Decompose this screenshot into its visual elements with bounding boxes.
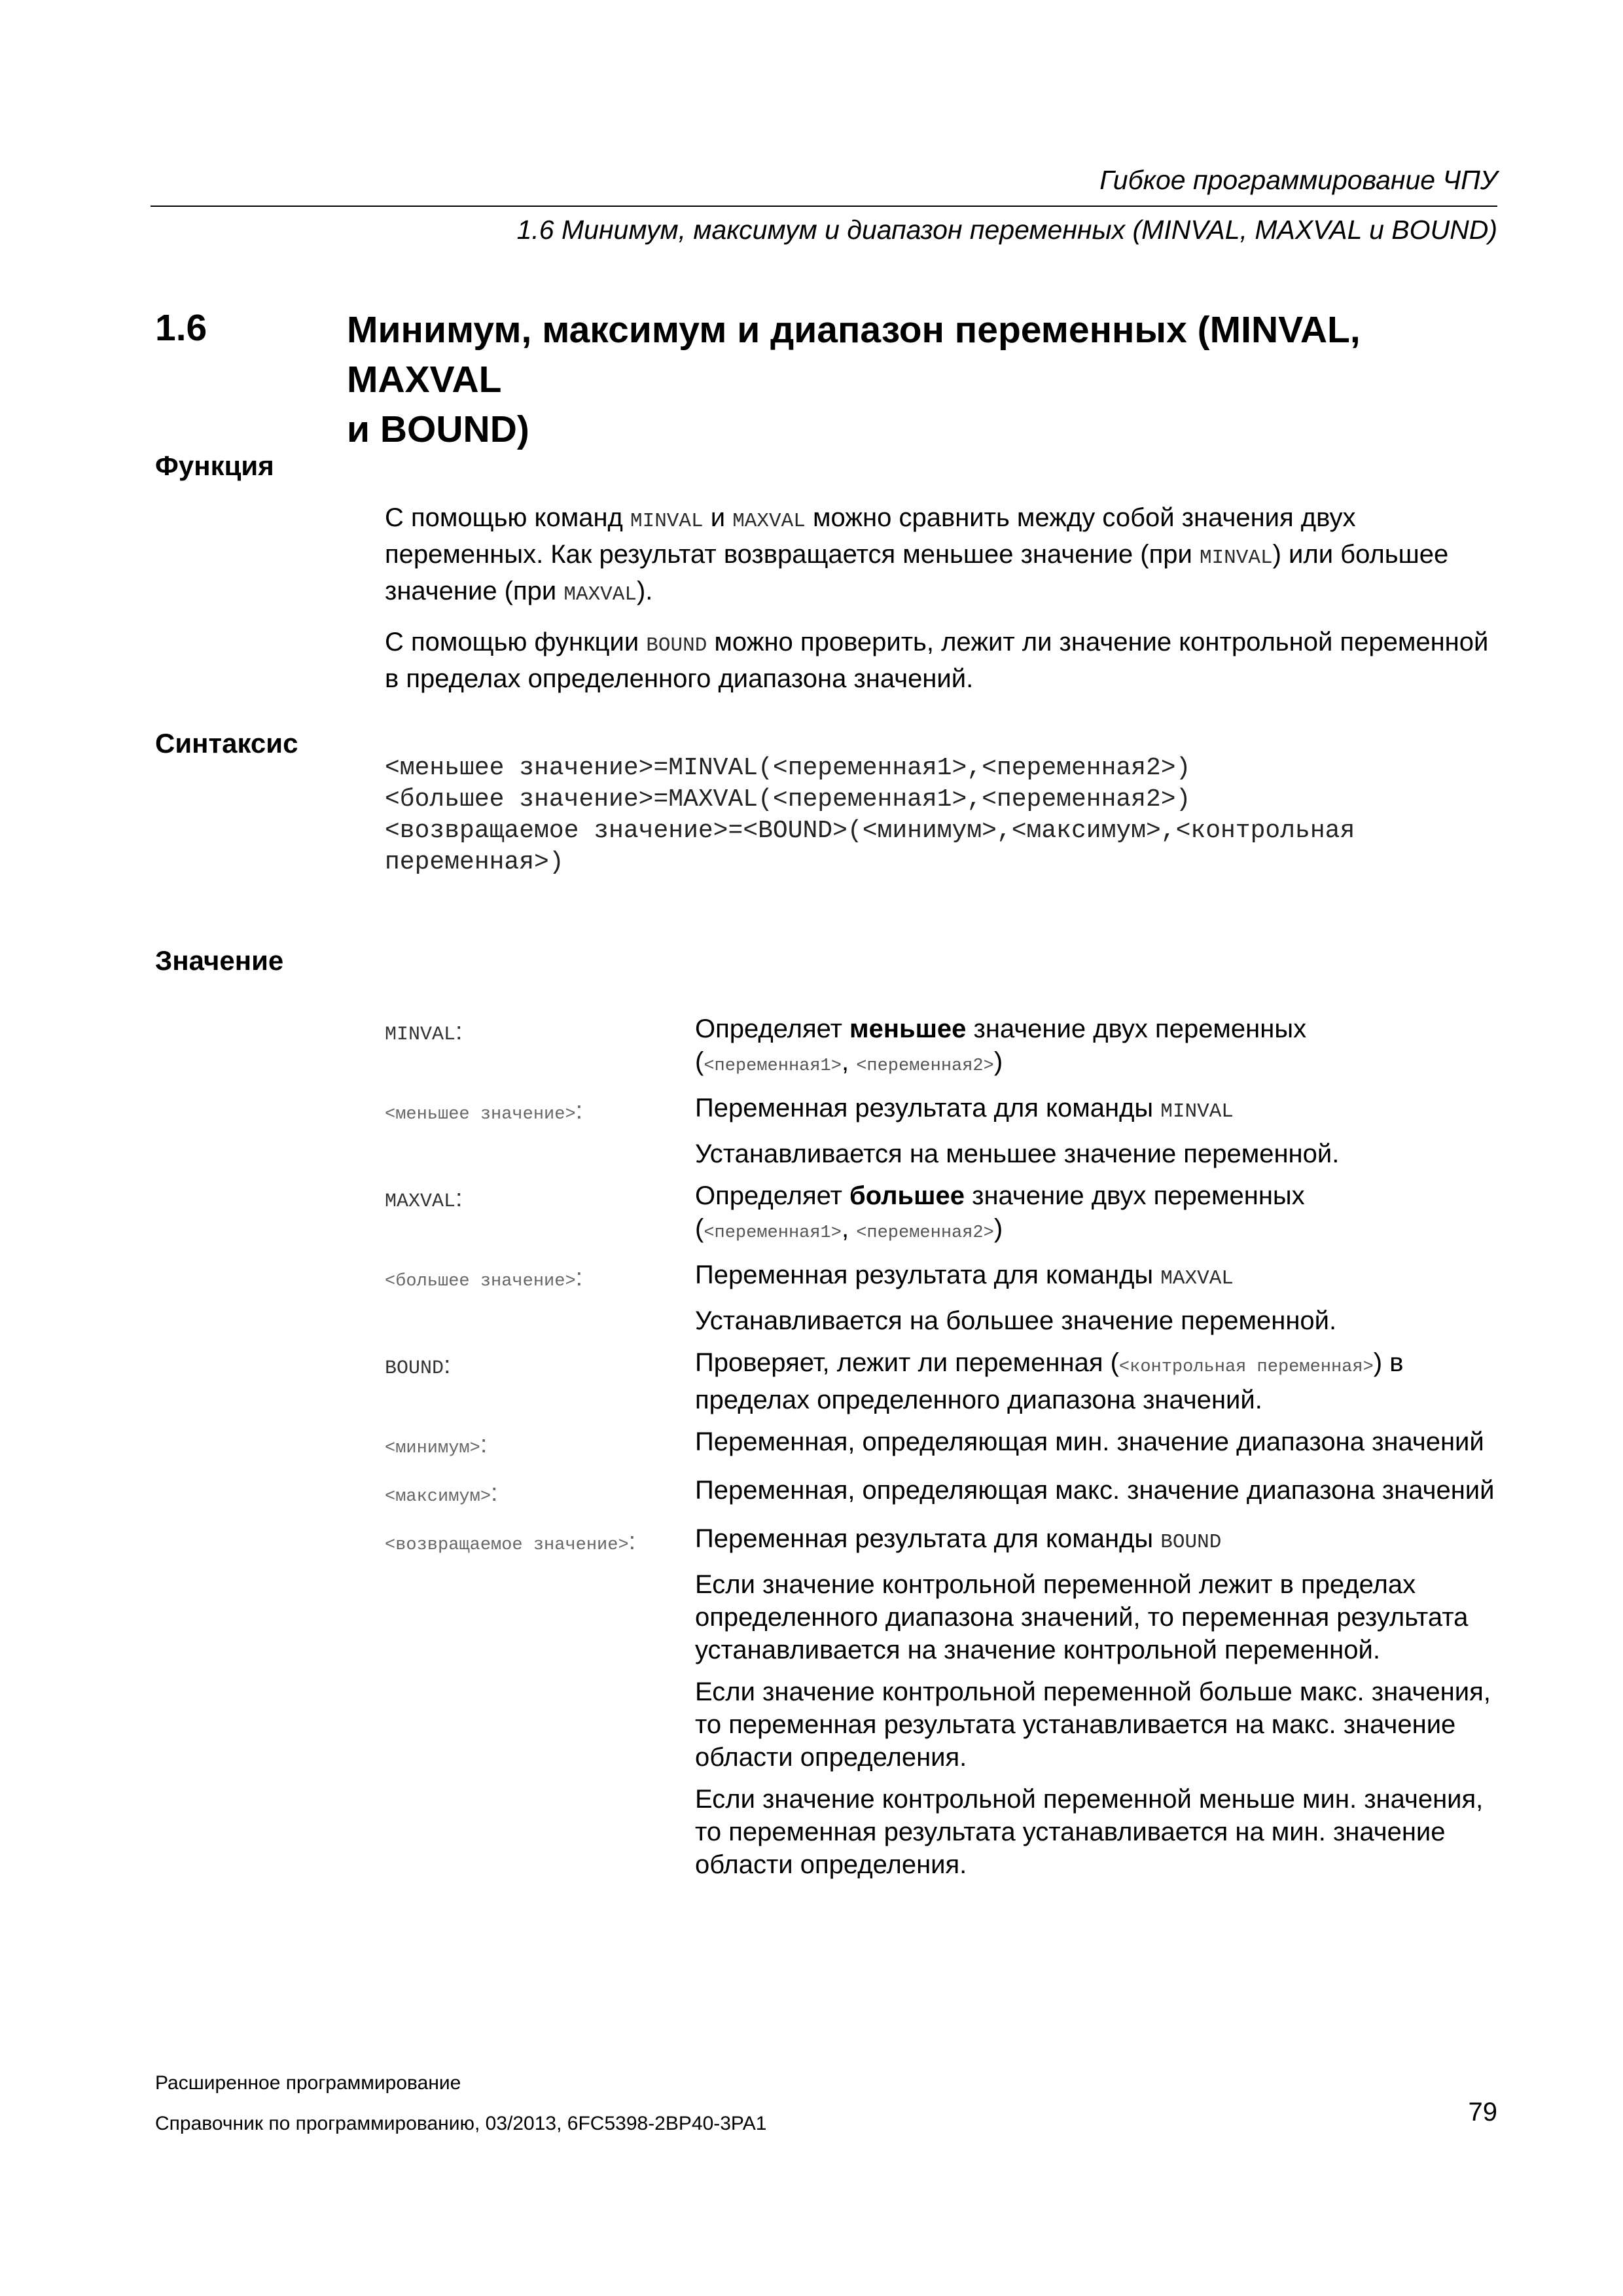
definition-term (385, 1013, 695, 1083)
emphasis-text: меньшее (849, 1014, 967, 1043)
description-text: Если значение контрольной переменной меньше мин. значения, то переменная результата устанавливается на мин. значение области определения. (695, 1785, 1484, 1879)
command-name: MAXVAL (1160, 1267, 1234, 1290)
running-header (151, 161, 1497, 249)
description-text (695, 1522, 1510, 1559)
text-run: Определяет (695, 1014, 849, 1043)
term-colon: : (491, 1479, 498, 1507)
section-title-line2: и BOUND) (347, 408, 529, 450)
text-run: ( (695, 1047, 704, 1076)
term-text: BOUND (385, 1357, 444, 1380)
header-title: Гибкое программирование ЧПУ (1099, 165, 1497, 195)
text-run: С помощью функции (385, 628, 647, 656)
text-run: ) в пределах определенного диапазона значений. (695, 1348, 1404, 1414)
syntax-label: Синтаксис (155, 728, 298, 759)
description-text (695, 1179, 1510, 1249)
definition-description (695, 1346, 1510, 1416)
command-name: MAXVAL (563, 583, 637, 606)
text-run: Проверяет, лежит ли переменная ( (695, 1348, 1119, 1377)
variable-name: <переменная2> (856, 1223, 994, 1243)
command-name: BOUND (1160, 1531, 1222, 1554)
description-text: Переменная, определяющая макс. значение диапазона значений (695, 1476, 1495, 1505)
description-text: Устанавливается на большее значение переменной. (695, 1306, 1337, 1335)
header-rule (151, 206, 1497, 207)
function-paragraph-1 (385, 501, 1504, 611)
term-text: <меньшее значение> (385, 1105, 576, 1124)
term-text: <максимум> (385, 1487, 491, 1507)
function-label: Функция (155, 450, 274, 481)
header-subtitle: 1.6 Минимум, максимум и диапазон переменных (MINVAL, MAXVAL и BOUND) (516, 215, 1497, 245)
meaning-label: Значение (155, 945, 284, 976)
term-text: MAXVAL (385, 1191, 456, 1213)
term-text: MINVAL (385, 1024, 456, 1046)
description-text (695, 1346, 1510, 1416)
variable-name: <переменная1> (704, 1223, 842, 1243)
definition-description (695, 1259, 1510, 1337)
syntax-line: <большее значение>=MAXVAL(<переменная1>,<переменная2>) (385, 785, 1191, 814)
description-text: Переменная, определяющая мин. значение диапазона значений (695, 1427, 1484, 1456)
command-name: MINVAL (1199, 547, 1273, 569)
description-text: Если значение контрольной переменной лежит в пределах определенного диапазона значений, то переменная результата устанавливается на значение контрольной переменной. (695, 1570, 1469, 1664)
text-run: ( (695, 1214, 704, 1243)
term-colon: : (628, 1528, 636, 1555)
description-text (695, 1013, 1510, 1083)
section-number: 1.6 (155, 307, 207, 349)
function-paragraph-2 (385, 626, 1504, 695)
definition-term (385, 1346, 695, 1416)
syntax-line: <меньшее значение>=MINVAL(<переменная1>,<переменная2>) (385, 754, 1191, 782)
definition-description (695, 1426, 1510, 1465)
text-run: Определяет (695, 1181, 849, 1210)
text-run: Переменная результата для команды (695, 1261, 1161, 1289)
syntax-block (385, 753, 1524, 878)
definition-description (695, 1092, 1510, 1170)
text-run: Переменная результата для команды (695, 1094, 1161, 1122)
definitions-list (385, 1013, 1510, 1890)
syntax-line: переменная>) (385, 848, 564, 876)
description-text (695, 1259, 1510, 1295)
definition-term (385, 1426, 695, 1465)
term-text: <возвращаемое значение> (385, 1535, 629, 1555)
section-title-line1: Минимум, максимум и диапазон переменных (MINVAL, MAXVAL (347, 309, 1361, 401)
definition-row (385, 1092, 1510, 1170)
term-colon: : (455, 1018, 463, 1045)
term-text: <минимум> (385, 1439, 480, 1458)
term-colon: : (444, 1352, 451, 1379)
text-run: значение двух переменных (966, 1014, 1307, 1043)
section-title (347, 305, 1505, 454)
variable-name: <переменная2> (856, 1056, 994, 1076)
text-run: ) или большее значение (при (385, 540, 1449, 605)
footer-line-1: Расширенное программирование (155, 2072, 461, 2094)
term-colon: : (455, 1185, 463, 1212)
text-run: значение двух переменных (964, 1181, 1305, 1210)
definition-row (385, 1522, 1510, 1881)
text-run: ) (993, 1214, 1003, 1243)
term-colon: : (480, 1431, 488, 1458)
definition-row (385, 1013, 1510, 1083)
definition-term (385, 1259, 695, 1337)
command-name: BOUND (646, 634, 707, 657)
definition-row (385, 1179, 1510, 1249)
command-name: MINVAL (1160, 1100, 1234, 1123)
definition-term (385, 1522, 695, 1881)
definition-row (385, 1474, 1510, 1513)
definition-term (385, 1179, 695, 1249)
text-run: , (841, 1047, 857, 1076)
term-colon: : (575, 1264, 583, 1291)
definition-description (695, 1474, 1510, 1513)
text-run: Переменная результата для команды (695, 1524, 1161, 1553)
command-name: MAXVAL (732, 510, 806, 533)
definition-description (695, 1522, 1510, 1881)
function-text (385, 501, 1504, 709)
text-run: можно проверить, лежит ли значение контрольной переменной в пределах определенного диапазона значений. (385, 628, 1489, 693)
text-run: С помощью команд (385, 503, 630, 532)
variable-name: <переменная1> (704, 1056, 842, 1076)
definition-row (385, 1259, 1510, 1337)
description-text: Устанавливается на меньшее значение переменной. (695, 1139, 1340, 1168)
text-run: и (703, 503, 733, 532)
definition-term (385, 1474, 695, 1513)
definition-description (695, 1013, 1510, 1083)
definition-description (695, 1179, 1510, 1249)
footer-line-2: Справочник по программированию, 03/2013, 6FC5398-2BP40-3PA1 (155, 2113, 767, 2134)
variable-name: <контрольная переменная> (1118, 1357, 1374, 1377)
command-name: MINVAL (630, 510, 704, 533)
footer (155, 2063, 766, 2144)
definition-term (385, 1092, 695, 1170)
emphasis-text: большее (849, 1181, 965, 1210)
term-colon: : (575, 1097, 583, 1124)
text-run: можно сравнить между собой значения двух переменных. Как результат возвращается меньшее значение (при (385, 503, 1356, 569)
term-text: <большее значение> (385, 1272, 576, 1291)
description-text: Если значение контрольной переменной больше макс. значения, то переменная результата устанавливается на макс. значение области определения. (695, 1677, 1491, 1772)
text-run: ). (636, 577, 653, 605)
definition-row (385, 1426, 1510, 1465)
definition-row (385, 1346, 1510, 1416)
text-run: , (841, 1214, 857, 1243)
description-text (695, 1092, 1510, 1128)
syntax-line: <возвращаемое значение>=<BOUND>(<минимум>,<максимум>,<контрольная (385, 817, 1355, 845)
text-run: ) (993, 1047, 1003, 1076)
page-number: 79 (1468, 2098, 1497, 2126)
